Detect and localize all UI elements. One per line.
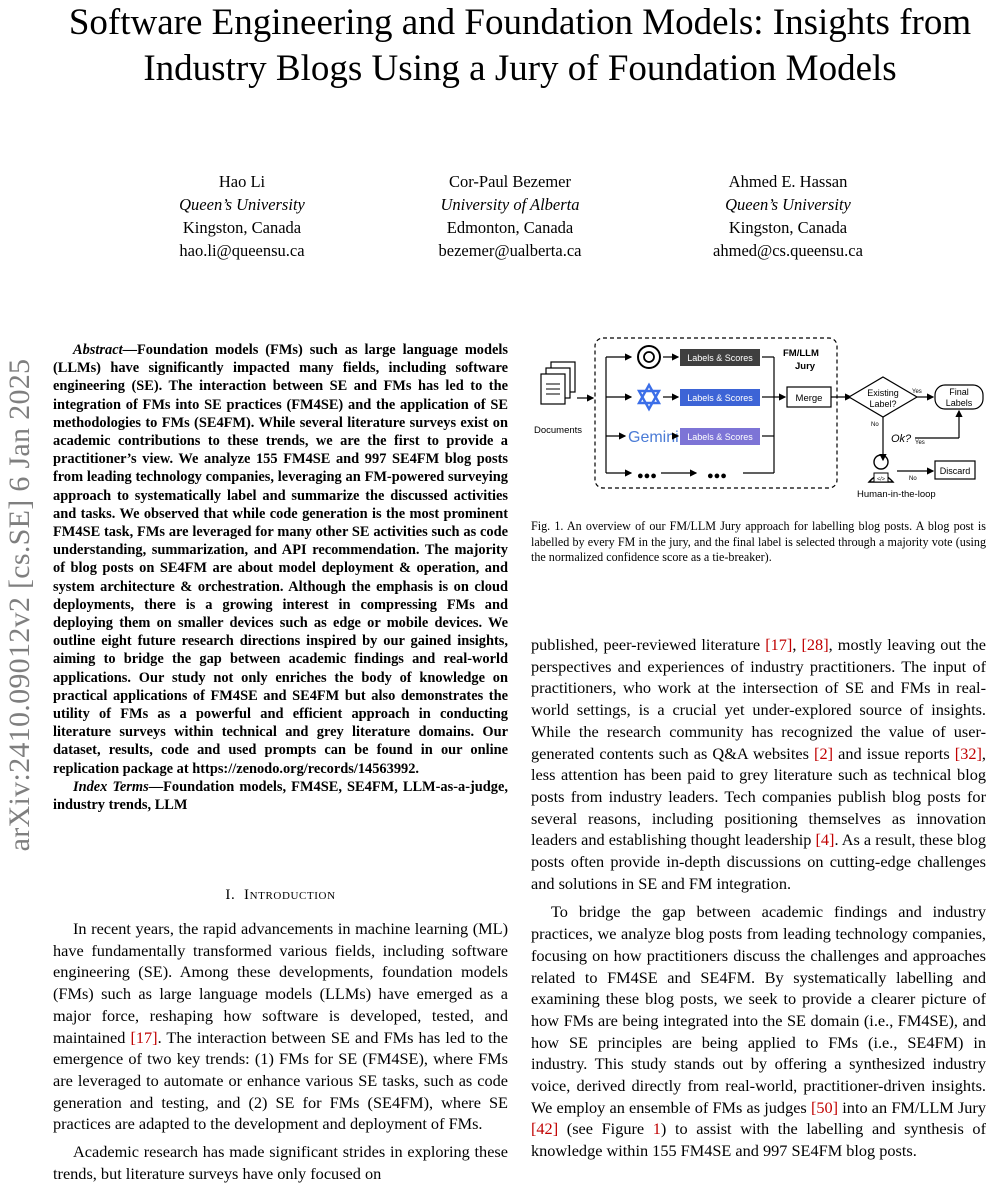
figure-1-diagram	[531, 330, 986, 500]
labels-ellipsis: ●●●	[707, 470, 727, 482]
text-run: ) to assist with the labelling and synthesis of knowledge within 155 FM4SE and 997 SE4FM blog posts.	[531, 1119, 986, 1161]
arxiv-identifier	[2, 300, 38, 910]
author-affiliation: Queen’s University	[725, 195, 851, 214]
abstract	[53, 341, 508, 814]
right-paragraph-1	[531, 634, 986, 894]
citation-link[interactable]: [28]	[801, 635, 829, 654]
index-terms-text: —Foundation models, FM4SE, SE4FM, LLM-as-a-judge, industry trends, LLM	[53, 778, 508, 814]
citation-link[interactable]: [17]	[765, 635, 793, 654]
author-location: Kingston, Canada	[182, 218, 302, 237]
introduction-body	[53, 918, 508, 1184]
discard-label: Discard	[939, 466, 971, 476]
documents-label: Documents	[534, 425, 583, 436]
intro-paragraph-1	[53, 918, 508, 1135]
author-name: Hao Li	[218, 172, 266, 191]
merge-label: Merge	[795, 393, 823, 404]
human-in-the-loop-icon	[869, 455, 893, 483]
abstract-label: Abstract	[73, 342, 123, 358]
author-email: ahmed@cs.queensu.ca	[713, 241, 863, 260]
final-labels-text-1: Final	[949, 387, 969, 397]
text-run: (see Figure	[558, 1119, 653, 1139]
intro-paragraph-2	[53, 1141, 508, 1184]
text-run: Academic research has made significant strides in exploring these trends, but literature surveys have only focused on	[53, 1142, 508, 1183]
section-number: I.	[225, 887, 236, 903]
text-run: , less attention has been paid to grey literature such as technical blog posts from industry leaders. Tech companies publish blog posts for several reasons, including positioning themselves as innovation leaders and establishing thought leadership	[531, 743, 986, 850]
citation-link[interactable]: [17]	[130, 1027, 158, 1047]
labels-scores-text: Labels & Scores	[687, 353, 753, 363]
existing-text-2: Label?	[869, 399, 897, 409]
figure-caption: Fig. 1. An overview of our FM/LLM Jury approach for labelling blog posts. A blog post is labelled by every FM in the jury, and the final label is selected through a majority vote (using the normalized confidence score as a tie-breaker).	[531, 519, 986, 564]
introduction-continued	[531, 634, 986, 1162]
author-email: hao.li@queensu.ca	[179, 241, 305, 260]
yes-label: Yes	[912, 389, 922, 395]
labels-scores-text: Labels & Scores	[687, 432, 753, 442]
documents-icon	[541, 362, 575, 404]
human-in-the-loop-label: Human-in-the-loop	[857, 489, 936, 500]
text-run: into an FM/LLM Jury	[838, 1097, 986, 1117]
jury-title-2: Jury	[795, 361, 816, 372]
ok-label: Ok?	[891, 433, 912, 445]
text-run: . The interaction between SE and FMs has led to the emergence of two key trends: (1) FMs for SE (FM4SE), where FMs are leveraged to automate or enhance various SE tasks, such as code generation and testing, and (2) SE for FMs (SE4FM), where SE practices are adapted to the development and deployment of FMs.	[53, 1027, 508, 1134]
text-run: To bridge the gap between academic findings and industry practices, we analyze blog posts from leading technology companies, focusing on how practitioners discuss the challenges and approaches related to FM4SE and SE4FM. By systematically labelling and examining these blog posts, we seek to provide a clearer picture of how FMs are being integrated into the SE domain (i.e., FM4SE), and how SE principles are being applied to FMs (i.e., SE4FM) in industry. This study stands out by offering a synthesized industry voice, derived directly from real-world, practitioner-driven insights. We employ an ensemble of FMs as judges	[531, 902, 986, 1117]
existing-text-1: Existing	[867, 388, 899, 398]
model-ellipsis: ●●●	[637, 470, 657, 482]
paper-title: Software Engineering and Foundation Models: Insights from Industry Blogs Using a Jury of Foundation Models	[68, 2, 972, 89]
citation-link[interactable]: [4]	[815, 830, 835, 850]
author-name: Cor-Paul Bezemer	[448, 172, 571, 191]
figure-link[interactable]: 1	[652, 1119, 661, 1139]
text-run: . As a result, these blog posts often provide in-depth discussions on cutting-edge challenges and solutions in SE and FM integration.	[531, 830, 986, 893]
author-name: Ahmed E. Hassan	[728, 172, 848, 191]
text-run: ,	[792, 635, 802, 654]
author-affiliation: Queen’s University	[179, 195, 305, 214]
author-location: Edmonton, Canada	[446, 218, 574, 237]
author-block-2	[385, 170, 635, 262]
abstract-text: —Foundation models (FMs) such as large language models (LLMs) have significantly impacted many fields, including software engineering (SE). The interaction between SE and FMs has led to the integration of FMs into SE practices (FM4SE) and the application of SE methodologies to FMs (SE4FM). While several literature surveys exist on academic contributions to these trends, we are the first to provide a practitioner’s view. We analyze 155 FM4SE and 997 SE4FM blog posts from leading technology companies, leveraging an FM-powered surveying approach to systematically label and summarize the discussed activities and tasks. We observed that while code generation is the most prominent FM4SE task, FMs are leveraged for many other SE activities such as code understanding, summarization, and API recommendation. The majority of blog posts on SE4FM are about model deployment & operation, and system architecture & orchestration. Although the emphasis is on cloud deployments, there is a growing interest in compressing FMs and deploying them on smaller devices such as edge or mobile devices. We outline eight future research directions inspired by our gained insights, aiming to bridge the gap between academic findings and real-world applications. Our study not only enriches the body of knowledge on practical applications of FM4SE and SE4FM but also demonstrates the utility of FMs as a powerful and efficient approach in conducting literature surveys within technical and grey literature domains. Our dataset, results, code and used prompts can be found in our online replication package at https://zenodo.org/records/14563992.	[53, 342, 508, 777]
citation-link[interactable]: [32]	[954, 743, 982, 763]
final-labels-text-2: Labels	[945, 398, 973, 408]
author-affiliation: University of Alberta	[440, 195, 580, 214]
author-email: bezemer@ualberta.ca	[438, 241, 582, 260]
text-run: In recent years, the rapid advancements in machine learning (ML) have fundamentally transformed various fields, including software engineering (SE). Among these developments, foundation models (FMs) such as large language models (LLMs) have emerged as a major force, reshaping how software is developed, tested, and maintained	[53, 919, 508, 1047]
yes-label: Yes	[915, 440, 925, 446]
citation-link[interactable]: [2]	[814, 743, 834, 763]
gemini-logo: Gemini	[628, 429, 679, 446]
citation-link[interactable]: [50]	[810, 1097, 839, 1117]
section-title: Introduction	[244, 887, 336, 903]
abstract-paragraph	[53, 341, 508, 778]
arxiv-id-text: arXiv:2410.09012v2 [cs.SE] 6 Jan 2025	[3, 358, 36, 852]
citation-link[interactable]: [42]	[531, 1119, 559, 1139]
gemma-star-icon	[639, 385, 659, 409]
text-run: , mostly leaving out the perspectives and experiences of industry practitioners. The input of practitioners, who work at the intersection of SE and FMs in real-world settings, is a crucial yet under-explored source of insights. While the research community has recognized the value of user-generated contents such as Q&A websites	[531, 635, 986, 763]
openai-icon	[638, 346, 660, 368]
index-terms	[53, 778, 508, 814]
section-heading	[53, 887, 508, 904]
no-label: No	[909, 476, 917, 482]
no-label: No	[871, 422, 879, 428]
author-location: Kingston, Canada	[728, 218, 848, 237]
code-glyph: </>	[877, 476, 885, 483]
right-paragraph-2	[531, 901, 986, 1161]
index-terms-label: Index Terms	[73, 778, 149, 795]
author-block-3	[663, 170, 913, 262]
text-run: and issue reports	[833, 743, 955, 763]
text-run: published, peer-reviewed literature	[531, 635, 766, 654]
jury-title-1: FM/LLM	[783, 348, 819, 359]
labels-scores-text: Labels & Scores	[687, 393, 753, 403]
author-block-1	[117, 170, 367, 262]
